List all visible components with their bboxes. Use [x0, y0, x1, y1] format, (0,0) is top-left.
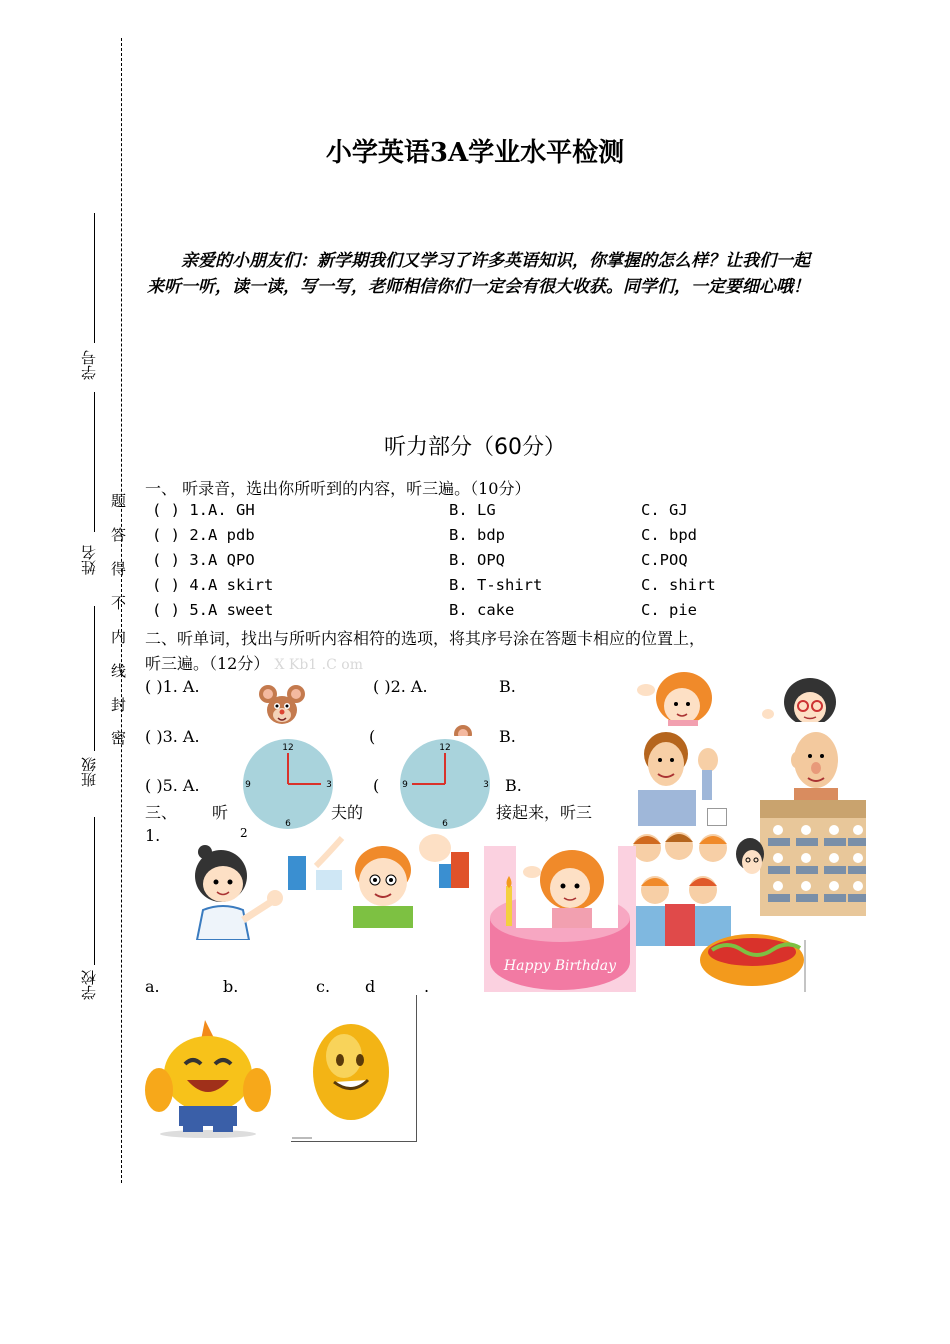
seal-char: 内	[111, 628, 127, 646]
s3-label-dot: .	[424, 977, 430, 996]
clock-three-oclock	[241, 737, 335, 831]
student-no-label: 学号	[80, 350, 98, 380]
seal-char: 线	[111, 662, 127, 680]
cake-text: Happy Birthday	[503, 958, 617, 974]
clock-number-3: 3	[326, 780, 332, 790]
clock-nine-oclock	[398, 737, 492, 831]
q3-option-b: B. OPQ	[449, 551, 505, 569]
watermark: X Kb1 .C om	[274, 657, 363, 673]
clock-number-6: 6	[442, 819, 448, 829]
s3-heading-a: 三、	[145, 803, 178, 822]
q2-option-b: B. bdp	[449, 526, 505, 544]
old-man-picture	[786, 726, 842, 802]
school-underline	[94, 817, 95, 965]
section2-heading-line1: 二、听单词，找出与所听内容相符的选项，将其序号涂在答题卡相应的位置上，	[145, 629, 706, 648]
s3-heading-c: 夫的	[331, 803, 364, 822]
q3-option-c: C.POQ	[641, 551, 688, 569]
s2-row3-right: (	[373, 776, 380, 795]
q5-option-a: ( ) 5.A sweet	[152, 601, 274, 619]
s2-row1-left: ( )1. A.	[145, 677, 200, 696]
girl-cake-picture	[516, 846, 618, 928]
intro-text: 亲爱的小朋友们：新学期我们又学习了许多英语知识，你掌握的怎么样？让我们一起来听一听，读一读，写一写，老师相信你们一定会有很大收获。同学们，一定要细心哦！	[147, 251, 810, 297]
student-no-underline	[94, 213, 95, 343]
s2-row3-b: B.	[505, 776, 522, 795]
girl-waving-picture	[632, 670, 724, 726]
small-frame	[707, 808, 727, 826]
s2-row2-right: (	[369, 727, 376, 746]
dark-hair-figure-picture	[736, 838, 766, 886]
classroom-picture	[760, 800, 866, 916]
s3-label-b: b.	[223, 977, 239, 996]
partial-character-picture	[417, 830, 469, 888]
yellow-monster-picture	[143, 1018, 273, 1138]
s3-label-c: c.	[316, 977, 331, 996]
intro-paragraph	[147, 248, 817, 300]
class-underline	[94, 606, 95, 751]
seal-char: 得	[111, 560, 127, 578]
s3-heading-b: 听	[212, 803, 229, 822]
seal-char: 密	[111, 729, 127, 747]
blond-boy-picture	[347, 842, 417, 928]
s2-row1-b: B.	[499, 677, 516, 696]
clock-number-12: 12	[439, 743, 451, 753]
q1-option-a: ( ) 1.A. GH	[152, 501, 255, 519]
section2-heading-line2	[145, 651, 363, 674]
section1-heading: 一、 听录音，选出你所听到的内容，听三遍。（10分）	[145, 479, 531, 498]
clock-number-3: 3	[483, 780, 489, 790]
q5-option-c: C. pie	[641, 601, 697, 619]
s3-num2: 2	[240, 826, 248, 840]
s3-label-d: d	[365, 977, 376, 996]
clock-number-9: 9	[245, 780, 251, 790]
school-label: 学校	[80, 970, 98, 1000]
q2-option-c: C. bpd	[641, 526, 697, 544]
clock-number-9: 9	[402, 780, 408, 790]
q4-option-b: B. T-shirt	[449, 576, 543, 594]
q4-option-c: C. shirt	[641, 576, 716, 594]
s2-row1-right: ( )2. A.	[373, 677, 428, 696]
q1-option-c: C. GJ	[641, 501, 688, 519]
seal-char: 答	[111, 526, 127, 544]
caption-mark	[292, 1137, 312, 1139]
clock-number-6: 6	[285, 819, 291, 829]
s3-num1: 1.	[145, 826, 161, 845]
girl-ponytail-picture	[183, 840, 287, 940]
s3-label-a: a.	[145, 977, 160, 996]
name-underline	[94, 392, 95, 532]
class-label: 班级	[80, 757, 98, 787]
clock-number-12: 12	[282, 743, 294, 753]
page-title: 小学英语3A学业水平检测	[325, 138, 625, 168]
woman-glasses-picture	[760, 674, 842, 722]
q4-option-a: ( ) 4.A skirt	[152, 576, 274, 594]
q3-option-a: ( ) 3.A QPO	[152, 551, 255, 569]
s2-row2-left: ( )3. A.	[145, 727, 200, 746]
listening-section-title: 听力部分（60分）	[384, 435, 566, 460]
s2-row2-b: B.	[499, 727, 516, 746]
q2-option-a: ( ) 2.A pdb	[152, 526, 255, 544]
name-label: 姓名	[80, 545, 98, 575]
egg-character-picture	[306, 1016, 396, 1122]
seal-char: 不	[111, 594, 127, 612]
seal-char: 封	[111, 696, 127, 714]
hotdog-picture	[672, 920, 806, 992]
section2-heading-text: 听三遍。（12分）	[145, 654, 270, 673]
boy-blue-picture	[286, 826, 346, 890]
mouse-picture	[256, 684, 308, 728]
q1-option-b: B. LG	[449, 501, 496, 519]
q5-option-b: B. cake	[449, 601, 515, 619]
seal-char: 题	[111, 492, 127, 510]
s2-row3-left: ( )5. A.	[145, 776, 200, 795]
mouse-ear-picture	[452, 722, 474, 736]
s3-heading-d: 接起来，听三	[496, 803, 593, 822]
